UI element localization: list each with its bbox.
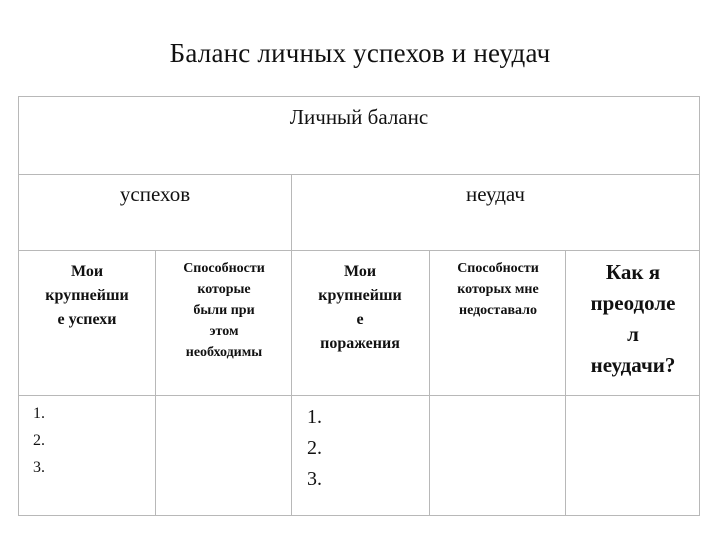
column-divider — [565, 251, 566, 516]
list-item: 1. — [33, 405, 45, 422]
column-header-my-successes: Мои крупнейши е успехи — [45, 263, 129, 328]
column-header-missing-abilities: Способности которых мне недоставало — [457, 261, 539, 318]
column-header-overcome-failures: Как я преодоле л неудачи? — [590, 260, 676, 377]
row-divider — [19, 395, 699, 396]
table-header: Личный баланс — [289, 105, 429, 129]
row-divider — [19, 250, 699, 251]
failure-list — [307, 402, 417, 495]
list-item: 3. — [33, 459, 45, 476]
balance-table — [18, 96, 700, 516]
list-item: 1. — [307, 406, 322, 428]
list-item: 2. — [307, 437, 322, 459]
column-divider — [429, 251, 430, 516]
success-list — [33, 400, 143, 481]
column-divider — [291, 175, 292, 516]
column-divider — [155, 251, 156, 516]
row-divider — [19, 174, 699, 175]
group-header-failure: неудач — [466, 182, 525, 206]
list-item: 3. — [307, 468, 322, 490]
page-title: Баланс личных успехов и неудач — [169, 38, 551, 68]
column-header-needed-abilities: Способности которые были при этом необходимы — [183, 261, 265, 360]
list-item: 2. — [33, 432, 45, 449]
group-header-success: успехов — [119, 182, 191, 206]
column-header-my-defeats: Мои крупнейши е поражения — [318, 263, 402, 352]
